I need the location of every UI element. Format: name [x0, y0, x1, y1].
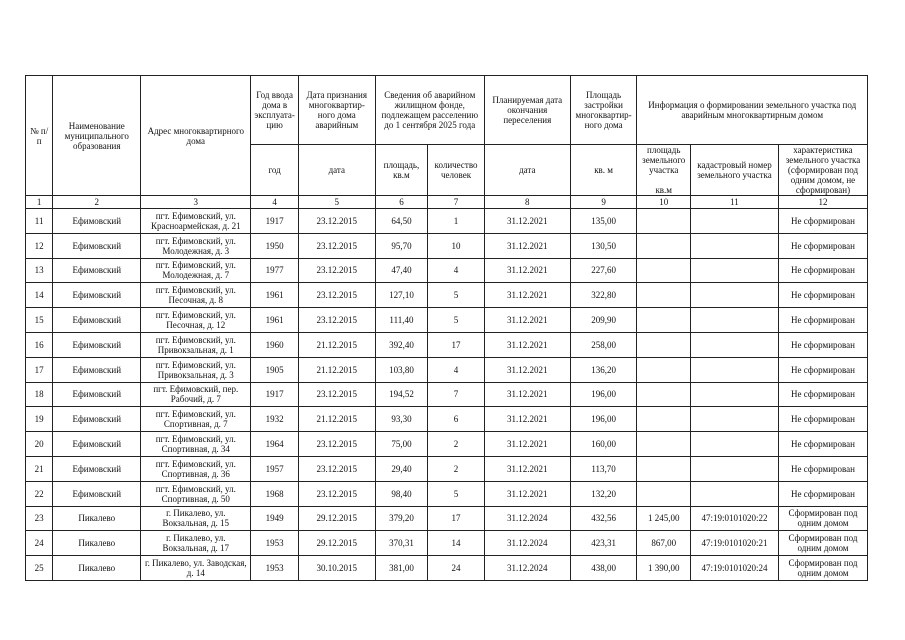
cadastral-cell: 47:19:0101020:21	[691, 531, 779, 556]
row-number: 15	[26, 308, 53, 333]
built-area-cell: 258,00	[570, 332, 637, 357]
row-number: 11	[26, 209, 53, 234]
col-number: 2	[53, 196, 141, 209]
table-row	[26, 209, 868, 234]
unit-date: дата	[298, 145, 375, 196]
people-cell: 5	[428, 481, 485, 506]
planned-date-cell: 31.12.2021	[484, 209, 570, 234]
address-cell: г. Пикалево, ул. Вокзальная, д. 17	[141, 531, 251, 556]
row-number: 23	[26, 506, 53, 531]
address-cell: пгт. Ефимовский, пер. Рабочий, д. 7	[141, 382, 251, 407]
land-area-cell	[637, 456, 691, 481]
built-area-cell: 160,00	[570, 432, 637, 457]
built-area-cell: 132,20	[570, 481, 637, 506]
address-cell: пгт. Ефимовский, ул. Спортивная, д. 36	[141, 456, 251, 481]
emergency-date-cell: 23.12.2015	[298, 258, 375, 283]
planned-date-cell: 31.12.2021	[484, 308, 570, 333]
table-row	[26, 233, 868, 258]
address-cell: пгт. Ефимовский, ул. Красноармейская, д. 21	[141, 209, 251, 234]
cadastral-cell	[691, 258, 779, 283]
header-address: Адрес многоквартирного дома	[141, 76, 251, 196]
area-cell: 93,30	[375, 407, 428, 432]
area-cell: 127,10	[375, 283, 428, 308]
land-char-cell: Не сформирован	[778, 209, 867, 234]
year-cell: 1964	[251, 432, 299, 457]
people-cell: 6	[428, 407, 485, 432]
year-cell: 1953	[251, 556, 299, 581]
cadastral-cell	[691, 308, 779, 333]
people-cell: 17	[428, 332, 485, 357]
table-row	[26, 332, 868, 357]
land-area-cell: 867,00	[637, 531, 691, 556]
municipality-cell: Ефимовский	[53, 308, 141, 333]
header-year-commissioned: Год ввода дома в эксплуата-цию	[251, 76, 299, 145]
emergency-date-cell: 21.12.2015	[298, 407, 375, 432]
col-number: 7	[428, 196, 485, 209]
planned-date-cell: 31.12.2021	[484, 481, 570, 506]
built-area-cell: 113,70	[570, 456, 637, 481]
row-number: 12	[26, 233, 53, 258]
year-cell: 1953	[251, 531, 299, 556]
col-number: 5	[298, 196, 375, 209]
row-number: 18	[26, 382, 53, 407]
header-land-area: площадь земельного участка кв.м	[637, 145, 691, 196]
area-cell: 194,52	[375, 382, 428, 407]
year-cell: 1977	[251, 258, 299, 283]
area-cell: 75,00	[375, 432, 428, 457]
header-planned-end: Планируемая дата окончания переселения	[484, 76, 570, 145]
unit-date-2: дата	[484, 145, 570, 196]
address-cell: г. Пикалево, ул. Заводская, д. 14	[141, 556, 251, 581]
emergency-date-cell: 23.12.2015	[298, 209, 375, 234]
address-cell: пгт. Ефимовский, ул. Молодежная, д. 3	[141, 233, 251, 258]
row-number: 24	[26, 531, 53, 556]
emergency-date-cell: 23.12.2015	[298, 308, 375, 333]
built-area-cell: 136,20	[570, 357, 637, 382]
col-number: 4	[251, 196, 299, 209]
table-body	[26, 209, 868, 581]
built-area-cell: 423,31	[570, 531, 637, 556]
land-area-cell	[637, 407, 691, 432]
people-cell: 1	[428, 209, 485, 234]
land-area-cell	[637, 209, 691, 234]
address-cell: г. Пикалево, ул. Вокзальная, д. 15	[141, 506, 251, 531]
people-cell: 7	[428, 382, 485, 407]
area-cell: 381,00	[375, 556, 428, 581]
land-char-cell: Сформирован под одним домом	[778, 531, 867, 556]
people-cell: 2	[428, 456, 485, 481]
year-cell: 1957	[251, 456, 299, 481]
area-cell: 95,70	[375, 233, 428, 258]
emergency-date-cell: 29.12.2015	[298, 531, 375, 556]
col-number: 10	[637, 196, 691, 209]
planned-date-cell: 31.12.2021	[484, 332, 570, 357]
table-row	[26, 258, 868, 283]
municipality-cell: Ефимовский	[53, 357, 141, 382]
area-cell: 98,40	[375, 481, 428, 506]
address-cell: пгт. Ефимовский, ул. Привокзальная, д. 3	[141, 357, 251, 382]
land-area-cell	[637, 258, 691, 283]
emergency-date-cell: 23.12.2015	[298, 456, 375, 481]
emergency-date-cell: 23.12.2015	[298, 233, 375, 258]
table-row	[26, 481, 868, 506]
year-cell: 1960	[251, 332, 299, 357]
col-number: 12	[778, 196, 867, 209]
built-area-cell: 322,80	[570, 283, 637, 308]
cadastral-cell	[691, 332, 779, 357]
planned-date-cell: 31.12.2021	[484, 258, 570, 283]
land-area-cell	[637, 357, 691, 382]
address-cell: пгт. Ефимовский, ул. Песочная, д. 12	[141, 308, 251, 333]
people-cell: 5	[428, 308, 485, 333]
table-row	[26, 308, 868, 333]
col-number: 1	[26, 196, 53, 209]
table-row	[26, 432, 868, 457]
table-row	[26, 407, 868, 432]
cadastral-cell	[691, 382, 779, 407]
year-cell: 1949	[251, 506, 299, 531]
row-number: 25	[26, 556, 53, 581]
municipality-cell: Ефимовский	[53, 456, 141, 481]
land-char-cell: Не сформирован	[778, 432, 867, 457]
area-cell: 392,40	[375, 332, 428, 357]
municipality-cell: Ефимовский	[53, 481, 141, 506]
header-emergency-date: Дата признания многоквартир-ного дома аварийным	[298, 76, 375, 145]
people-cell: 2	[428, 432, 485, 457]
emergency-date-cell: 23.12.2015	[298, 481, 375, 506]
municipality-cell: Ефимовский	[53, 209, 141, 234]
planned-date-cell: 31.12.2021	[484, 357, 570, 382]
address-cell: пгт. Ефимовский, ул. Спортивная, д. 34	[141, 432, 251, 457]
land-char-cell: Не сформирован	[778, 407, 867, 432]
unit-people: количество человек	[428, 145, 485, 196]
emergency-date-cell: 23.12.2015	[298, 432, 375, 457]
land-char-cell: Не сформирован	[778, 283, 867, 308]
planned-date-cell: 31.12.2021	[484, 382, 570, 407]
land-area-cell	[637, 382, 691, 407]
people-cell: 17	[428, 506, 485, 531]
col-number: 3	[141, 196, 251, 209]
people-cell: 10	[428, 233, 485, 258]
area-cell: 370,31	[375, 531, 428, 556]
table-row	[26, 531, 868, 556]
year-cell: 1968	[251, 481, 299, 506]
row-number: 20	[26, 432, 53, 457]
municipality-cell: Пикалево	[53, 506, 141, 531]
table-row	[26, 456, 868, 481]
area-cell: 379,20	[375, 506, 428, 531]
municipality-cell: Ефимовский	[53, 382, 141, 407]
cadastral-cell	[691, 481, 779, 506]
municipality-cell: Пикалево	[53, 556, 141, 581]
row-number: 22	[26, 481, 53, 506]
emergency-housing-table	[25, 75, 868, 581]
people-cell: 4	[428, 258, 485, 283]
land-char-cell: Не сформирован	[778, 308, 867, 333]
people-cell: 4	[428, 357, 485, 382]
land-char-cell: Не сформирован	[778, 382, 867, 407]
built-area-cell: 432,56	[570, 506, 637, 531]
people-cell: 24	[428, 556, 485, 581]
planned-date-cell: 31.12.2024	[484, 556, 570, 581]
built-area-cell: 227,60	[570, 258, 637, 283]
built-area-cell: 438,00	[570, 556, 637, 581]
people-cell: 5	[428, 283, 485, 308]
planned-date-cell: 31.12.2021	[484, 407, 570, 432]
land-char-cell: Не сформирован	[778, 332, 867, 357]
land-area-cell	[637, 481, 691, 506]
cadastral-cell	[691, 456, 779, 481]
address-cell: пгт. Ефимовский, ул. Спортивная, д. 50	[141, 481, 251, 506]
emergency-date-cell: 29.12.2015	[298, 506, 375, 531]
table-row	[26, 283, 868, 308]
land-char-cell: Не сформирован	[778, 233, 867, 258]
year-cell: 1917	[251, 382, 299, 407]
address-cell: пгт. Ефимовский, ул. Песочная, д. 8	[141, 283, 251, 308]
land-area-cell	[637, 233, 691, 258]
land-char-cell: Не сформирован	[778, 456, 867, 481]
land-char-cell: Не сформирован	[778, 481, 867, 506]
row-number: 21	[26, 456, 53, 481]
address-cell: пгт. Ефимовский, ул. Спортивная, д. 7	[141, 407, 251, 432]
column-number-row	[26, 196, 868, 209]
municipality-cell: Ефимовский	[53, 283, 141, 308]
area-cell: 29,40	[375, 456, 428, 481]
unit-year: год	[251, 145, 299, 196]
land-char-cell: Сформирован под одним домом	[778, 556, 867, 581]
built-area-cell: 196,00	[570, 407, 637, 432]
cadastral-cell	[691, 432, 779, 457]
year-cell: 1905	[251, 357, 299, 382]
header-land-char: характеристика земельного участка (сформирован под одним домом, не сформирован)	[778, 145, 867, 196]
built-area-cell: 135,00	[570, 209, 637, 234]
area-cell: 47,40	[375, 258, 428, 283]
people-cell: 14	[428, 531, 485, 556]
cadastral-cell	[691, 357, 779, 382]
col-number: 8	[484, 196, 570, 209]
emergency-date-cell: 21.12.2015	[298, 332, 375, 357]
row-number: 16	[26, 332, 53, 357]
row-number: 13	[26, 258, 53, 283]
table-row	[26, 506, 868, 531]
municipality-cell: Ефимовский	[53, 332, 141, 357]
col-number: 9	[570, 196, 637, 209]
year-cell: 1917	[251, 209, 299, 234]
area-cell: 64,50	[375, 209, 428, 234]
header-built-area: Площадь застройки многоквартир-ного дома	[570, 76, 637, 145]
col-number: 6	[375, 196, 428, 209]
year-cell: 1950	[251, 233, 299, 258]
table-row	[26, 382, 868, 407]
planned-date-cell: 31.12.2021	[484, 283, 570, 308]
built-area-cell: 196,00	[570, 382, 637, 407]
land-char-cell: Не сформирован	[778, 357, 867, 382]
header-emergency-info: Сведения об аварийном жилищном фонде, подлежащем расселению до 1 сентября 2025 года	[375, 76, 484, 145]
land-area-cell: 1 390,00	[637, 556, 691, 581]
land-area-cell	[637, 432, 691, 457]
municipality-cell: Ефимовский	[53, 233, 141, 258]
year-cell: 1932	[251, 407, 299, 432]
land-area-cell	[637, 332, 691, 357]
area-cell: 111,40	[375, 308, 428, 333]
land-area-cell: 1 245,00	[637, 506, 691, 531]
planned-date-cell: 31.12.2024	[484, 531, 570, 556]
emergency-date-cell: 30.10.2015	[298, 556, 375, 581]
built-area-cell: 130,50	[570, 233, 637, 258]
unit-sqm: кв. м	[570, 145, 637, 196]
municipality-cell: Ефимовский	[53, 432, 141, 457]
table-row	[26, 556, 868, 581]
row-number: 19	[26, 407, 53, 432]
cadastral-cell	[691, 283, 779, 308]
cadastral-cell	[691, 233, 779, 258]
header-cadastral: кадастровый номер земельного участка	[691, 145, 779, 196]
cadastral-cell	[691, 209, 779, 234]
header-num: № п/п	[26, 76, 53, 196]
emergency-date-cell: 23.12.2015	[298, 283, 375, 308]
emergency-date-cell: 21.12.2015	[298, 357, 375, 382]
row-number: 14	[26, 283, 53, 308]
municipality-cell: Пикалево	[53, 531, 141, 556]
address-cell: пгт. Ефимовский, ул. Привокзальная, д. 1	[141, 332, 251, 357]
planned-date-cell: 31.12.2024	[484, 506, 570, 531]
land-char-cell: Сформирован под одним домом	[778, 506, 867, 531]
col-number: 11	[691, 196, 779, 209]
year-cell: 1961	[251, 308, 299, 333]
planned-date-cell: 31.12.2021	[484, 432, 570, 457]
land-area-cell	[637, 308, 691, 333]
land-char-cell: Не сформирован	[778, 258, 867, 283]
row-number: 17	[26, 357, 53, 382]
cadastral-cell: 47:19:0101020:24	[691, 556, 779, 581]
emergency-date-cell: 23.12.2015	[298, 382, 375, 407]
planned-date-cell: 31.12.2021	[484, 456, 570, 481]
municipality-cell: Ефимовский	[53, 258, 141, 283]
unit-area: площадь, кв.м	[375, 145, 428, 196]
land-area-cell	[637, 283, 691, 308]
area-cell: 103,80	[375, 357, 428, 382]
cadastral-cell: 47:19:0101020:22	[691, 506, 779, 531]
planned-date-cell: 31.12.2021	[484, 233, 570, 258]
header-land-info: Информация о формировании земельного участка под аварийным многоквартирным домом	[637, 76, 868, 145]
cadastral-cell	[691, 407, 779, 432]
table-header	[26, 76, 868, 209]
municipality-cell: Ефимовский	[53, 407, 141, 432]
address-cell: пгт. Ефимовский, ул. Молодежная, д. 7	[141, 258, 251, 283]
header-municipality: Наименование муниципального образования	[53, 76, 141, 196]
built-area-cell: 209,90	[570, 308, 637, 333]
table-row	[26, 357, 868, 382]
year-cell: 1961	[251, 283, 299, 308]
